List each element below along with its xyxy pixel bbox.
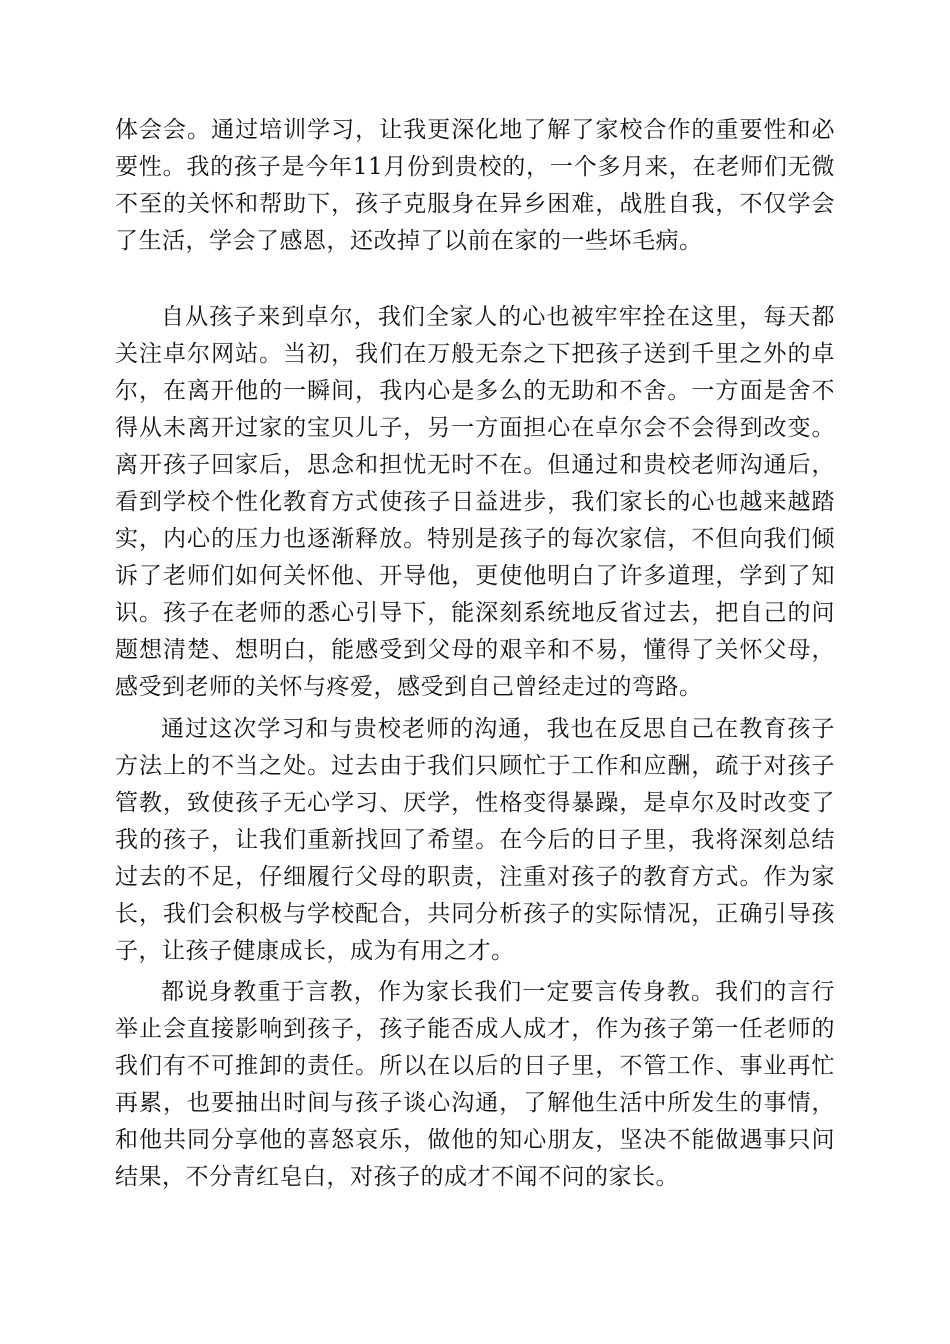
paragraph-2: 自从孩子来到卓尔，我们全家人的心也被牢牢拴在这里，每天都关注卓尔网站。当初，我们在万般无奈之下把孩子送到千里之外的卓尔，在离开他的一瞬间，我内心是多么的无助和不舍。一方面是舍不得从未离开过家的宝贝儿子，另一方面担心在卓尔会不会得到改变。离开孩子回家后，思念和担忧无时不在。但通过和贵校老师沟通后，看到学校个性化教育方式使孩子日益进步，我们家长的心也越来越踏实，内心的压力也逐渐释放。特别是孩子的每次家信，不但向我们倾诉了老师们如何关怀他、开导他，更使他明白了许多道理，学到了知识。孩子在老师的悉心引导下，能深刻系统地反省过去，把自己的问题想清楚、想明白，能感受到父母的艰辛和不易，懂得了关怀父母，感受到老师的关怀与疼爱，感受到自己曾经走过的弯路。 [115, 304, 835, 700]
paragraph-4: 都说身教重于言教，作为家长我们一定要言传身教。我们的言行举止会直接影响到孩子，孩子能否成人成才，作为孩子第一任老师的我们有不可推卸的责任。所以在以后的日子里，不管工作、事业再忙再累，也要抽出时间与孩子谈心沟通，了解他生活中所发生的事情，和他共同分享他的喜怒哀乐，做他的知心朋友，坚决不能做遇事只问结果，不分青红皂白，对孩子的成才不闻不问的家长。 [115, 979, 835, 1190]
paragraph-3: 通过这次学习和与贵校老师的沟通，我也在反思自己在教育孩子方法上的不当之处。过去由于我们只顾忙于工作和应酬，疏于对孩子管教，致使孩子无心学习、厌学，性格变得暴躁，是卓尔及时改变了我的孩子，让我们重新找回了希望。在今后的日子里，我将深刻总结过去的不足，仔细履行父母的职责，注重对孩子的教育方式。作为家长，我们会积极与学校配合，共同分析孩子的实际情况，正确引导孩子，让孩子健康成长，成为有用之才。 [115, 716, 835, 964]
paragraph-1: 体会会。通过培训学习，让我更深化地了解了家校合作的重要性和必要性。我的孩子是今年11月份到贵校的，一个多月来，在老师们无微不至的关怀和帮助下，孩子克服身在异乡困难，战胜自我，不仅学会了生活，学会了感恩，还改掉了以前在家的一些坏毛病。 [115, 117, 835, 254]
